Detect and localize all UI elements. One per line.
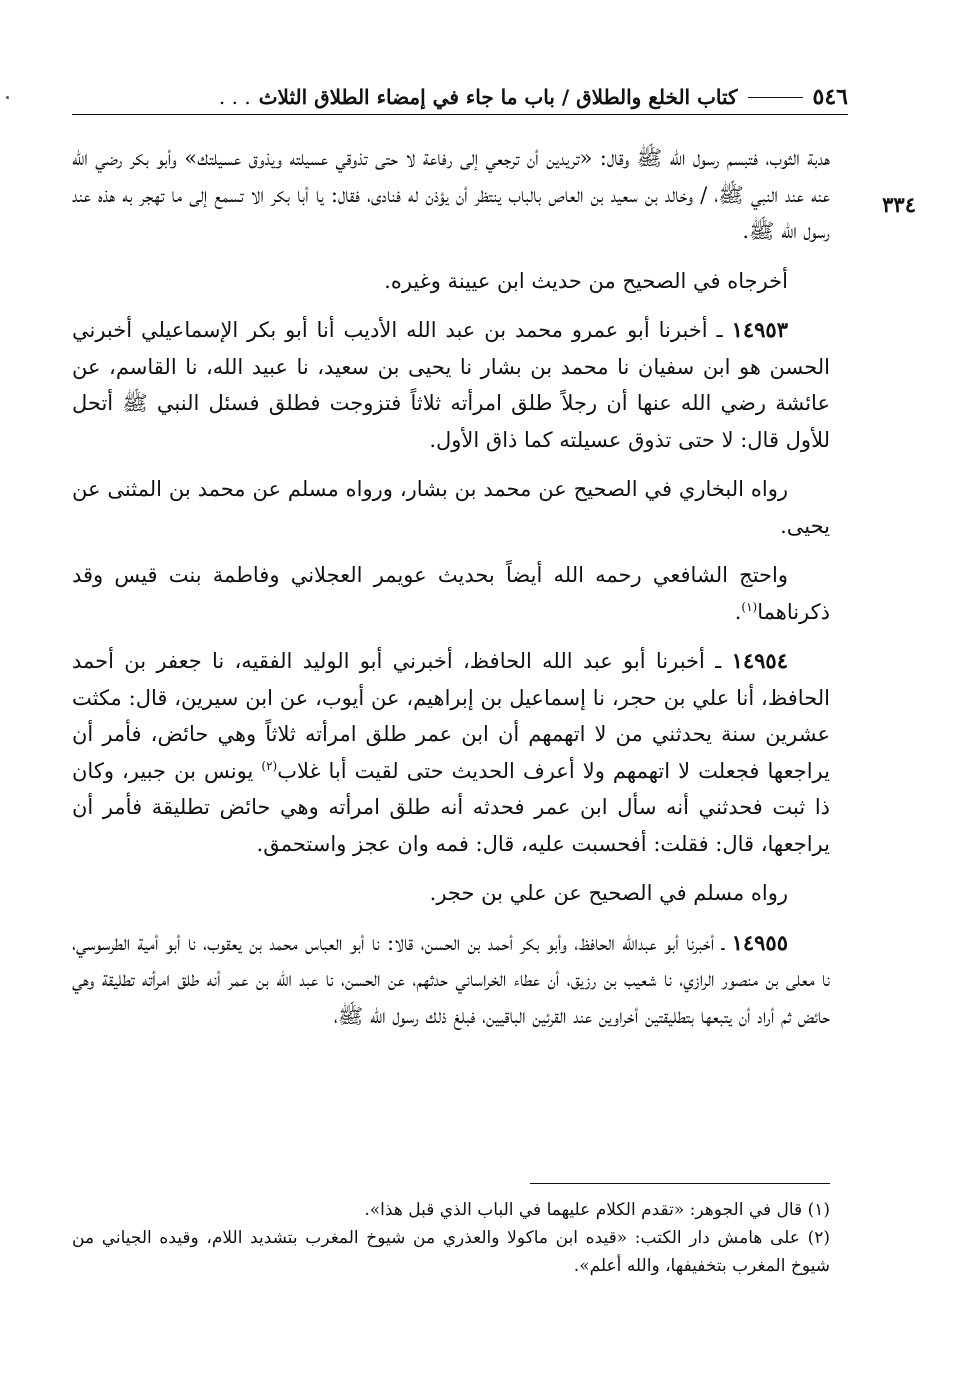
- paragraph-text: واحتج الشافعي رحمه الله أيضاً بحديث عويمر العجلاني وفاطمة بنت قيس وقد ذكرناهما: [72, 563, 830, 624]
- margin-volume-page-number: ٣٣٤: [882, 192, 916, 217]
- paragraph-end: .: [734, 599, 742, 624]
- page-number: ٥٤٦: [812, 84, 848, 110]
- header-ellipsis: . . .: [218, 85, 251, 109]
- scan-speck: [6, 96, 9, 99]
- hadith-number: ١٤٩٥٥: [731, 929, 788, 955]
- header-rule: [748, 97, 803, 98]
- hadith-number: ١٤٩٥٣: [731, 317, 788, 342]
- running-title: كتاب الخلع والطلاق / باب ما جاء في إمضاء الطلاق الثلاث: [258, 85, 738, 109]
- paragraph-shafii: [72, 557, 830, 630]
- paragraph-riwaya-muslim: رواه مسلم في الصحيح عن علي بن حجر.: [429, 881, 788, 905]
- hadith-text: ـ أخبرنا أبو عمرو محمد بن عبد الله الأديب أنا أبو بكر الإسماعيلي أخبرني الحسن هو ابن سفيان نا محمد بن بشار نا يحيى بن سعيد، نا عبيد الله، نا القاسم، عن عائشة رضي الله عنها أن رجلاً طلق امرأته ثلاثاً فتزوجت فطلق فسئل النبي ﷺ أتحل للأول قال: لا حتى تذوق عسيلته كما ذاق الأول.: [72, 318, 830, 452]
- paragraph-continuation: هدبة الثوب، فتبسم رسول الله ﷺ وقال: «تريدين أن ترجعي إلى رفاعة لا حتى تذوقي عسيلته ويذوق عسيلتك» وأبو بكر رضي الله عنه عند النبي ﷺ، / وخالد بن سعيد بن العاص بالباب ينتظر أن يؤذن له فنادى، فقال: يا أبا بكر الا تسمع إلى ما تهجر به هذه عند رسول الله ﷺ.: [72, 146, 830, 243]
- hadith-14953: [72, 312, 830, 458]
- footnotes: [72, 1196, 830, 1280]
- hadith-text-cont: يونس بن جبير، وكان ذا ثبت فحدثني أنه سأل ابن عمر فحدثه أنه طلق امرأته وهي حائض تطليقة فأمر أن يراجعها، قال: فقلت: أفحسبت عليه، قال: فمه وان عجز واستحمق.: [72, 758, 830, 856]
- running-header: [72, 80, 848, 115]
- footnote-separator: [530, 1183, 830, 1184]
- footnote-ref-2[interactable]: (٢): [261, 758, 278, 773]
- main-text: [72, 140, 830, 1047]
- hadith-text: ـ أخبرنا أبو عبد الله الحافظ، أخبرني أبو الوليد الفقيه، نا جعفر بن أحمد الحافظ، أنا علي بن حجر، نا إسماعيل بن إبراهيم، عن أيوب، عن ابن سيرين، قال: مكثت عشرين سنة يحدثني من لا اتهمهم أن ابن عمر طلق امرأته ثلاثاً وهي حائض، فأمر أن يراجعها فجعلت لا اتهمهم ولا أعرف الحديث حتى لقيت أبا غلاب: [72, 649, 830, 783]
- paragraph-riwaya-bukhari: رواه البخاري في الصحيح عن محمد بن بشار، ورواه مسلم عن محمد بن المثنى عن يحيى.: [72, 477, 830, 538]
- footnote-1: (١) قال في الجوهر: «تقدم الكلام عليهما في الباب الذي قبل هذا».: [364, 1200, 830, 1220]
- paragraph-takhrij: أخرجاه في الصحيح من حديث ابن عيينة وغيره.: [384, 268, 788, 293]
- hadith-14955: [72, 925, 830, 1035]
- hadith-text: ـ أخبرنا أبو عبدالله الحافظ، وأبو بكر أحمد بن الحسن، قالا: نا أبو العباس محمد بن يعقوب، نا أبو أمية الطرسوسي، نا معلى بن منصور الرازي، نا شعيب بن رزيق، أن عطاء الخراساني حدثهم، عن الحسن، نا عبد الله بن عمر أنه طلق امرأته تطليقة وهي حائض ثم أراد أن يتبعها بتطليقتين أخراوين عند القرئين الباقيين، فبلغ ذلك رسول الله ﷺ،: [72, 930, 830, 1028]
- hadith-14954: [72, 643, 830, 862]
- footnote-2: (٢) على هامش دار الكتب: «قيده ابن ماكولا والعذري من شيوخ المغرب بتشديد اللام، وقيده الجياني من شيوخ المغرب بتخفيفها، والله أعلم».: [72, 1228, 830, 1276]
- hadith-number: ١٤٩٥٤: [731, 648, 788, 673]
- footnote-ref-1[interactable]: (١): [741, 599, 758, 614]
